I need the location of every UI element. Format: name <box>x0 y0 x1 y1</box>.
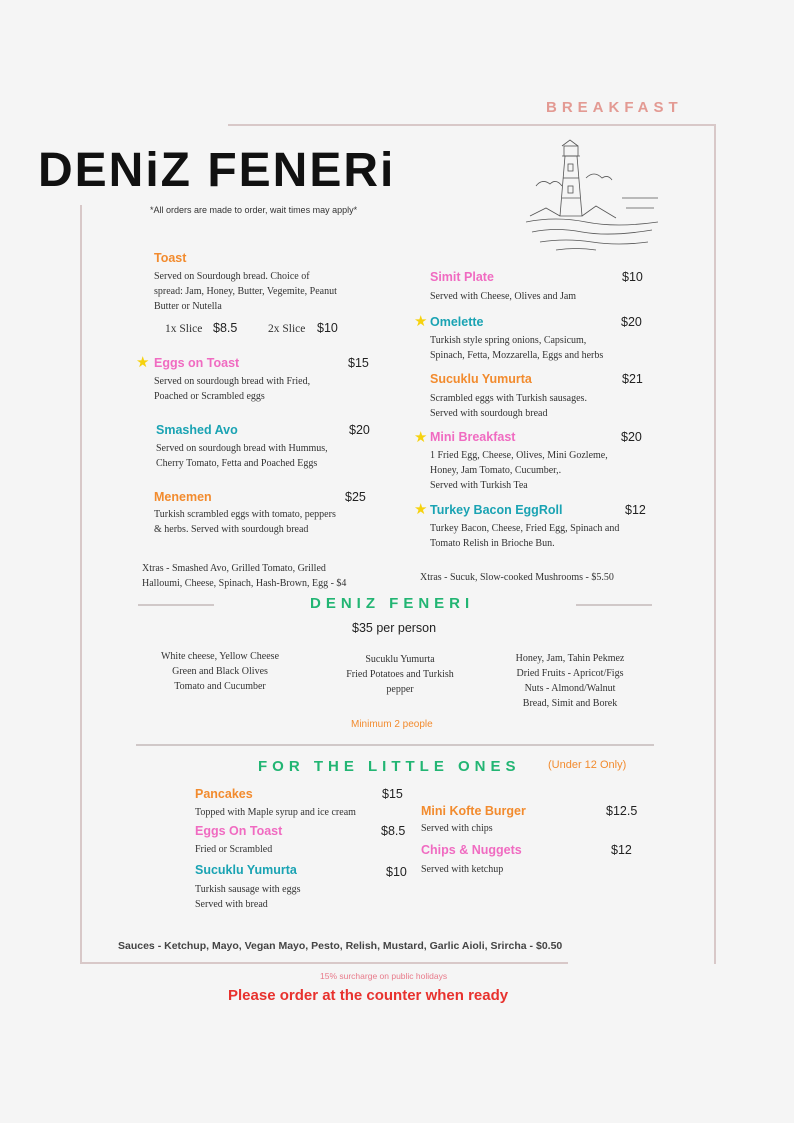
frame-left-border <box>80 205 82 964</box>
kids-pancakes-name: Pancakes <box>195 787 253 801</box>
star-icon: ★ <box>414 501 428 518</box>
surcharge-note: 15% surcharge on public holidays <box>320 971 448 981</box>
platter-price: $35 per person <box>352 621 437 635</box>
kids-mini-kofte-burger-name: Mini Kofte Burger <box>421 804 526 818</box>
item-simit-plate-price: $10 <box>622 270 643 284</box>
platter-title: DENIZ FENERI <box>310 595 475 612</box>
frame-bottom-border <box>80 962 568 964</box>
item-omelette-price: $20 <box>621 315 642 329</box>
toast-one-slice-price: $8.5 <box>213 321 238 335</box>
extras-right: Xtras - Sucuk, Slow-cooked Mushrooms - $5.50 <box>420 572 614 583</box>
order-instruction: Please order at the counter when ready <box>228 987 509 1004</box>
divider <box>138 604 214 606</box>
kids-chips-nuggets-desc: Served with ketchup <box>421 864 504 875</box>
toast-two-slice-label: 2x Slice <box>268 323 306 335</box>
kids-sucuklu-yumurta-desc: Turkish sausage with eggs Served with bread <box>195 884 301 910</box>
item-simit-plate-desc: Served with Cheese, Olives and Jam <box>430 291 577 302</box>
item-sucuklu-yumurta-name: Sucuklu Yumurta <box>430 372 532 386</box>
kids-mini-kofte-burger-price: $12.5 <box>606 804 638 818</box>
platter-minimum: Minimum 2 people <box>351 719 433 730</box>
item-sucuklu-yumurta-desc: Scrambled eggs with Turkish sausages. Served with sourdough bread <box>430 393 587 419</box>
item-simit-plate-name: Simit Plate <box>430 270 494 284</box>
item-menemen-name: Menemen <box>154 490 212 504</box>
item-smashed-avo-desc: Served on sourdough bread with Hummus, Cherry Tomato, Fetta and Poached Eggs <box>156 443 328 469</box>
kids-sucuklu-yumurta-price: $10 <box>386 865 407 879</box>
item-toast-name: Toast <box>154 251 187 265</box>
kids-sucuklu-yumurta-name: Sucuklu Yumurta <box>195 863 297 877</box>
kids-chips-nuggets-price: $12 <box>611 843 632 857</box>
star-icon: ★ <box>414 313 428 330</box>
item-omelette-name: Omelette <box>430 315 484 329</box>
item-eggs-on-toast-price: $15 <box>348 356 369 370</box>
item-toast-desc: Served on Sourdough bread. Choice of spread: Jam, Honey, Butter, Vegemite, Peanut Butter or Nutella <box>154 271 337 312</box>
item-eggs-on-toast-desc: Served on sourdough bread with Fried, Poached or Scrambled eggs <box>154 376 311 402</box>
divider <box>136 744 654 746</box>
order-notice: *All orders are made to order, wait times may apply* <box>150 205 358 215</box>
brand-logo: DENiZ FENERi <box>38 144 396 197</box>
sauces-line: Sauces - Ketchup, Mayo, Vegan Mayo, Pesto, Relish, Mustard, Garlic Aioli, Srircha - $0.50 <box>118 940 563 952</box>
kids-chips-nuggets-name: Chips & Nuggets <box>421 843 522 857</box>
kids-pancakes-price: $15 <box>382 787 403 801</box>
lighthouse-icon <box>526 138 658 256</box>
toast-one-slice-label: 1x Slice <box>165 323 203 335</box>
item-turkey-bacon-eggroll-desc: Turkey Bacon, Cheese, Fried Egg, Spinach and Tomato Relish in Brioche Bun. <box>430 523 620 549</box>
extras-left: Xtras - Smashed Avo, Grilled Tomato, Grilled Halloumi, Cheese, Spinach, Hash-Brown, Egg - $4 <box>142 563 347 589</box>
item-turkey-bacon-eggroll-name: Turkey Bacon EggRoll <box>430 503 563 517</box>
item-omelette-desc: Turkish style spring onions, Capsicum, Spinach, Fetta, Mozzarella, Eggs and herbs <box>430 335 604 361</box>
item-menemen-desc: Turkish scrambled eggs with tomato, peppers & herbs. Served with sourdough bread <box>154 509 336 535</box>
section-title: BREAKFAST <box>546 99 683 116</box>
item-mini-breakfast-desc: 1 Fried Egg, Cheese, Olives, Mini Gozleme, Honey, Jam Tomato, Cucumber,. Served with Turkish Tea <box>430 450 608 491</box>
platter-col-2: Sucuklu Yumurta Fried Potatoes and Turkish pepper <box>346 654 454 695</box>
item-eggs-on-toast-name: Eggs on Toast <box>154 356 240 370</box>
item-menemen-price: $25 <box>345 490 366 504</box>
item-turkey-bacon-eggroll-price: $12 <box>625 503 646 517</box>
kids-eggs-on-toast-price: $8.5 <box>381 824 406 838</box>
kids-title: FOR THE LITTLE ONES <box>258 758 521 775</box>
item-mini-breakfast-price: $20 <box>621 430 642 444</box>
divider <box>576 604 652 606</box>
star-icon: ★ <box>136 354 150 371</box>
kids-pancakes-desc: Topped with Maple syrup and ice cream <box>195 807 356 818</box>
item-smashed-avo-name: Smashed Avo <box>156 423 238 437</box>
item-sucuklu-yumurta-price: $21 <box>622 372 643 386</box>
item-mini-breakfast-name: Mini Breakfast <box>430 430 516 444</box>
item-smashed-avo-price: $20 <box>349 423 370 437</box>
kids-mini-kofte-burger-desc: Served with chips <box>421 823 493 834</box>
toast-two-slice-price: $10 <box>317 321 338 335</box>
kids-eggs-on-toast-name: Eggs On Toast <box>195 824 283 838</box>
frame-right-border <box>714 124 716 964</box>
platter-col-3: Honey, Jam, Tahin Pekmez Dried Fruits - Apricot/Figs Nuts - Almond/Walnut Bread, Simit and Borek <box>515 653 625 709</box>
star-icon: ★ <box>414 429 428 446</box>
frame-top-border <box>228 124 716 126</box>
kids-subtitle: (Under 12 Only) <box>548 759 627 771</box>
platter-col-1: White cheese, Yellow Cheese Green and Black Olives Tomato and Cucumber <box>160 651 280 692</box>
kids-eggs-on-toast-desc: Fried or Scrambled <box>195 844 273 855</box>
